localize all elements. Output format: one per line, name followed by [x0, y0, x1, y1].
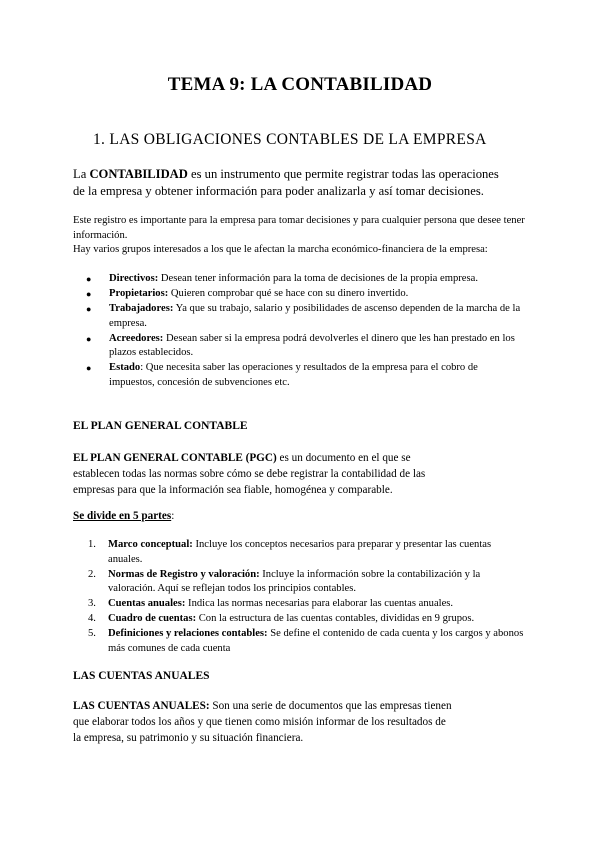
- list-item: [88, 597, 528, 612]
- list-item-term: Trabajadores:: [109, 303, 174, 314]
- list-item-term: Acreedores:: [109, 332, 164, 344]
- list-item-number: 1.: [88, 539, 96, 550]
- list-item: [86, 272, 526, 287]
- list-item-text: Con la estructura de las cuentas contables, divididas en 9 grupos.: [196, 613, 475, 624]
- list-item: [86, 332, 526, 361]
- pgc-parts-list: [88, 538, 528, 657]
- intro-paragraph: [73, 166, 503, 200]
- groups-intro: Hay varios grupos interesados a los que le afectan la marcha económico-financiera de la empresa:: [73, 244, 488, 255]
- cuentas-text: Son una serie de documentos que las empresas tienen que elaborar todos los años y que tienen como misión informar de los resultados de la empresa, su patrimonio y su situación financiera.: [73, 700, 452, 744]
- intro-prefix: La: [73, 167, 90, 181]
- page-title: TEMA 9: LA CONTABILIDAD: [167, 74, 433, 95]
- intro-text: es un instrumento que permite registrar todas las operaciones de la empresa y obtener información para poder analizarla y así tomar decisiones.: [73, 167, 499, 198]
- list-item: [88, 568, 528, 597]
- list-item-term: Normas de Registro y valoración:: [108, 568, 260, 580]
- list-item-number: 5.: [88, 628, 96, 639]
- list-item-text: Se define el contenido de cada cuenta y los cargos y abonos más comunes de cada cuenta: [108, 628, 524, 654]
- intro-term: CONTABILIDAD: [89, 167, 188, 181]
- pgc-heading: EL PLAN GENERAL CONTABLE: [73, 420, 248, 432]
- pgc-definition: [73, 450, 428, 498]
- list-item: [88, 538, 528, 567]
- list-item-term: Propietarios:: [109, 288, 169, 299]
- registry-paragraph: Este registro es importante para la empresa para tomar decisiones y para cualquier persona que desee tener información.: [73, 215, 525, 241]
- section-title: LAS OBLIGACIONES CONTABLES DE LA EMPRESA: [109, 131, 487, 148]
- pgc-term: EL PLAN GENERAL CONTABLE (PGC): [73, 452, 277, 464]
- list-item-term: Definiciones y relaciones contables:: [108, 628, 268, 639]
- list-item: [86, 302, 526, 331]
- list-item: [88, 612, 528, 627]
- list-item-term: Estado: [109, 362, 141, 373]
- list-item-term: Directivos:: [109, 273, 159, 284]
- list-item-text: Indica las normas necesarias para elaborar las cuentas anuales.: [185, 598, 454, 609]
- section-heading: [93, 131, 487, 149]
- cuentas-heading: LAS CUENTAS ANUALES: [73, 670, 210, 682]
- list-item-text: : Que necesita saber las operaciones y resultados de la empresa para el cobro de impuestos, concesión de subvenciones etc.: [109, 362, 478, 388]
- list-item: [86, 361, 526, 390]
- list-item: [88, 627, 528, 656]
- parts-label: [73, 508, 543, 524]
- list-item-text: Desean tener información para la toma de decisiones de la propia empresa.: [158, 273, 478, 284]
- list-item-term: Cuentas anuales:: [108, 598, 186, 609]
- list-item: [86, 287, 526, 302]
- list-item-text: Desean saber si la empresa podrá devolverles el dinero que les han prestado en los plazos establecidos.: [109, 332, 515, 358]
- list-item-text: Ya que su trabajo, salario y posibilidades de ascenso dependen de la marcha de la empresa.: [109, 303, 521, 329]
- list-item-text: Quieren comprobar qué se hace con su dinero invertido.: [168, 288, 409, 299]
- cuentas-term: LAS CUENTAS ANUALES:: [73, 700, 210, 712]
- parts-label-colon: :: [171, 510, 175, 522]
- parts-label-text: Se divide en 5 partes: [73, 510, 172, 522]
- cuentas-definition: [73, 698, 453, 746]
- list-item-term: Marco conceptual:: [108, 539, 193, 550]
- list-item-term: Cuadro de cuentas:: [108, 613, 197, 624]
- list-item-text: Incluye la información sobre la contabilización y la valoración. Aquí se reflejan todos los principios contables.: [108, 568, 481, 594]
- section-number: 1.: [93, 131, 106, 148]
- list-item-text: Incluye los conceptos necesarios para preparar y presentar las cuentas anuales.: [108, 539, 492, 565]
- list-item-number: 2.: [88, 568, 96, 580]
- list-item-number: 4.: [88, 613, 96, 624]
- interested-groups-list: [86, 272, 526, 391]
- list-item-number: 3.: [88, 598, 96, 609]
- pgc-text: es un documento en el que se establecen todas las normas sobre cómo se debe registrar la contabilidad de las empresas para que la información sea fiable, homogénea y comparable.: [73, 452, 426, 496]
